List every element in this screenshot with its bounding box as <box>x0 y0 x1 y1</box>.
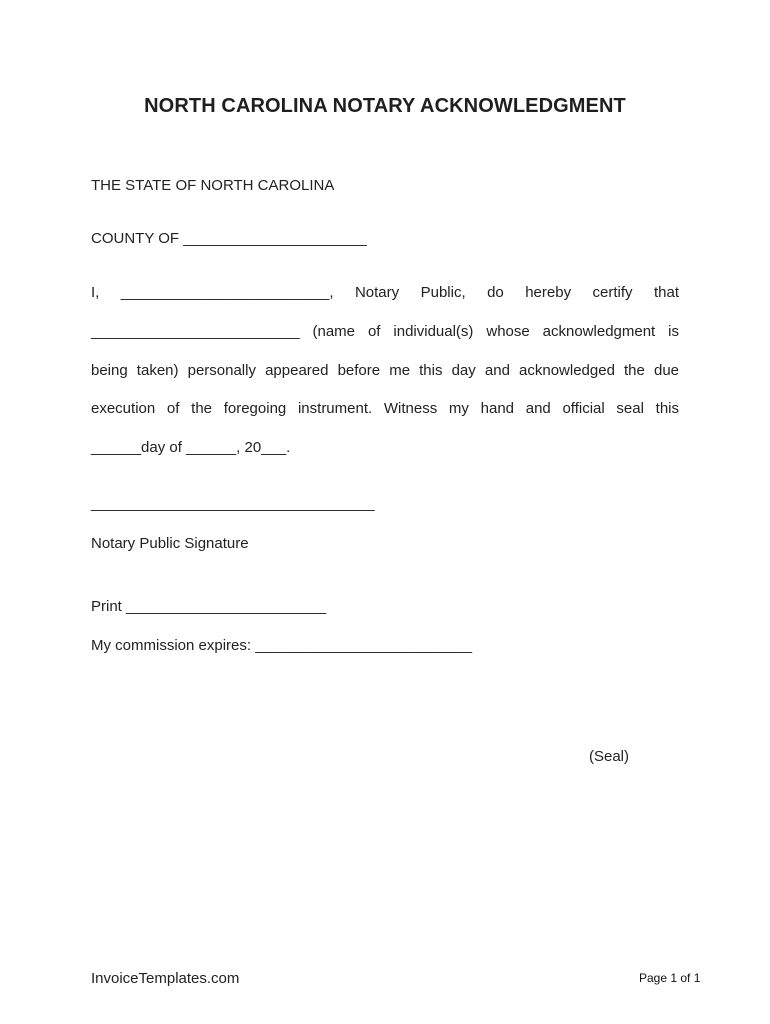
print-name-line: Print ________________________ <box>91 598 327 615</box>
page-number: Page 1 of 1 <box>639 971 701 985</box>
seal-label: (Seal) <box>589 748 630 765</box>
date-line: ______day of ______, 20___. <box>91 439 291 456</box>
document-title: NORTH CAROLINA NOTARY ACKNOWLEDGMENT <box>144 95 626 117</box>
certify-line-3: being taken) personally appeared before me this day and acknowledged the due <box>91 362 679 379</box>
signature-line: __________________________________ <box>91 495 375 512</box>
certify-line-2: _________________________ (name of individual(s) whose acknowledgment is <box>91 323 679 340</box>
certify-line-4: execution of the foregoing instrument. Witness my hand and official seal this <box>91 400 679 417</box>
county-line: COUNTY OF ______________________ <box>91 230 367 247</box>
state-line: THE STATE OF NORTH CAROLINA <box>91 177 335 194</box>
commission-expires-line: My commission expires: __________________________ <box>91 637 473 654</box>
signature-label: Notary Public Signature <box>91 535 249 552</box>
certify-line-1: I, _________________________, Notary Public, do hereby certify that <box>91 284 679 301</box>
footer-source: InvoiceTemplates.com <box>91 970 240 987</box>
